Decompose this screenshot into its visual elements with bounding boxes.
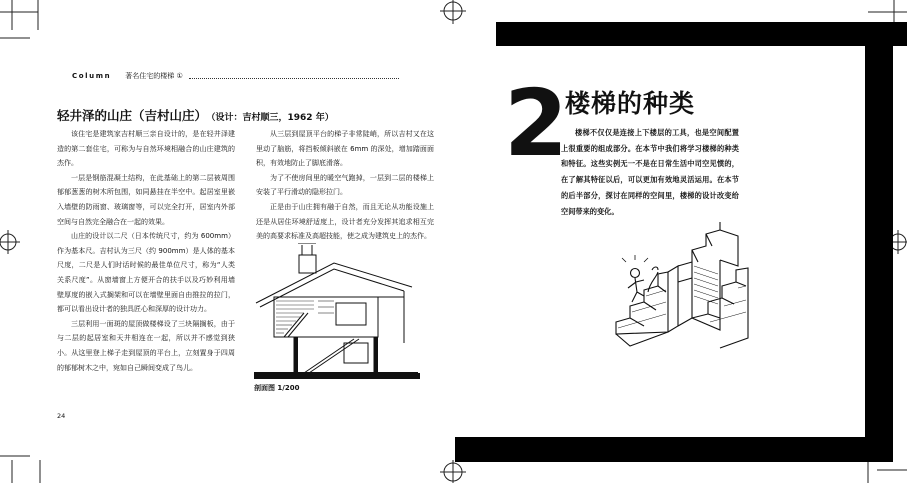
page-number: 24 [57,412,66,420]
right-black-band [865,22,893,462]
stairs-illustration [608,222,764,372]
registration-mark-left [0,230,20,254]
figure-caption: 剖面图 1/200 [254,384,300,392]
article-title-text: 轻井泽的山庄（吉村山庄） [57,108,208,123]
paragraph: 该住宅是建筑家吉村顺三亲自设计的，是在轻井泽建造的第二套住宅，可称为与自然环境相融合的山庄建筑的杰作。 [57,130,235,168]
dotted-rule [189,73,399,79]
article-subtitle: （设计：吉村顺三，1962 年） [211,113,334,123]
left-text-column [57,127,235,375]
chapter-number: 2 [504,70,569,177]
chapter-title: 楼梯的种类 [565,89,696,118]
top-black-band [496,22,907,46]
column-header [72,71,399,81]
paragraph: 正是由于山庄拥有融于自然，而且无论从功能设施上还是从居住环境舒适度上，设计者充分发挥其追求相互完美的高要求标准及高超技能，使之成为建筑史上的杰作。 [256,202,434,241]
registration-mark-bottom [440,460,466,483]
chapter-intro: 楼梯不仅仅是连接上下楼层的工具，也是空间配置上很重要的组成部分。在本节中我们将学习楼梯的种类和特征。这些实例无一不是在日常生活中司空见惯的，在了解其特征以后，可以更加有效地灵活运用。在本节的后半部分，探讨在同样的空间里，楼梯的设计改变给空间带来的变化。 [561,128,739,216]
article-title [57,106,334,124]
series-title: 著名住宅的楼梯 ① [125,72,183,80]
paragraph: 三层利用一面斑的屋顶做楼梯设了三块隔搁板，由于与二层的起居室和天井相连在一起，所以并不感觉到狭小。从这里登上梯子走到屋顶的平台上，立刻置身于四周的郁郁树木之中，宛如自己瞬间变成了鸟儿。 [57,319,235,372]
column-label: Column [72,72,112,80]
bottom-black-band [455,437,893,462]
section-drawing [254,243,420,379]
registration-mark-top [440,0,466,24]
paragraph: 从三层到屋顶平台的梯子非常陡峭，所以吉村又在这里动了脑筋，将挡板倾斜嵌在 6mm 的深处，增加踏面面积，有效地防止了脚底滑落。 [256,130,434,168]
right-text-column [256,127,434,244]
paragraph: 一层是钢筋混凝土结构，在此基础上的第二层被周围郁郁葱葱的树木所包围，如同悬挂在半空中。起居室里嵌入墙壁的防雨窗、玻璃窗等，可以完全打开，居室内外部空间与自然完全融合在一起的效果。 [57,173,235,226]
paragraph: 山庄的设计以二尺（日本传统尺寸，约为 600mm）作为基本尺。吉村认为三尺（约 900mm）是人体的基本尺度，二尺是人们时话时候的最佳单位尺寸，称为“人类关系尺度”。从窗墙窗上方便开合的扶手以及巧妙利用墙壁厚度的嵌入式搁架和可以在墙壁里面自由推拉的拉门，都可以看出设计者的独具匠心和深厚的设计功力。 [57,232,235,314]
paragraph: 为了不使房间里的暖空气跑掉，一层到二层的楼梯上安装了平行滑动的隐形拉门。 [256,173,434,197]
